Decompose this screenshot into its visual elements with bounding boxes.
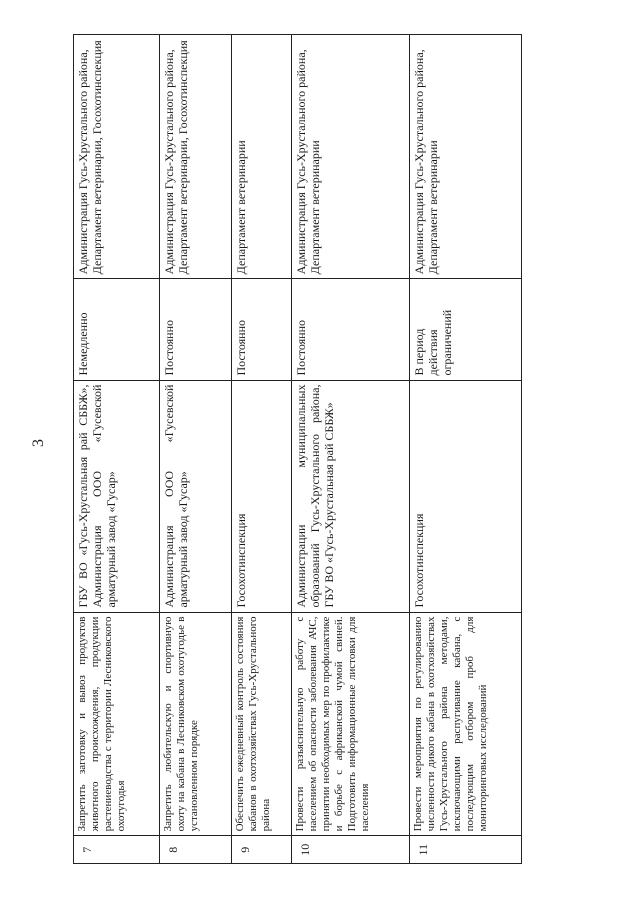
table-row xyxy=(410,35,522,864)
row-number: 9 xyxy=(232,836,292,864)
term-cell: Немедленно xyxy=(74,279,160,380)
row-number: 8 xyxy=(160,836,232,864)
responsible-cell: Администрация Гусь-Хрустального района, Департамент ветеринарии, Госохотинспекция xyxy=(160,35,232,279)
responsible-cell: Администрация Гусь-Хрустального района, Департамент ветеринарии xyxy=(410,35,522,279)
term-cell: В период действия ограничений xyxy=(410,279,522,380)
responsible-cell: Администрация Гусь-Хрустального района, Департамент ветеринарии, Госохотинспекция xyxy=(74,35,160,279)
executor-cell: Госохотинспекция xyxy=(410,380,522,612)
measures-table xyxy=(73,34,522,864)
executor-cell: Госохотинспекция xyxy=(232,380,292,612)
executor-cell: Администрации муниципальных образований Гусь-Хрустального района, ГБУ ВО «Гусь-Хрустальная рай СББЖ» xyxy=(292,380,410,612)
responsible-cell: Администрация Гусь-Хрустального района, Департамент ветеринарии xyxy=(292,35,410,279)
action-cell: Обеспечить ежедневный контроль состояния кабанов в охотхозяйствах Гусь-Хрустального района xyxy=(232,612,292,836)
action-cell: Запретить заготовку и вывоз продуктов животного происхождения, продукции растениеводства с территории Лесниковского охотугодья xyxy=(74,612,160,836)
table-row xyxy=(232,35,292,864)
page-number: 3 xyxy=(30,439,47,447)
responsible-cell: Департамент ветеринарии xyxy=(232,35,292,279)
executor-cell: ГБУ ВО «Гусь-Хрустальная рай СББЖ», Администрация ООО «Гусевской арматурный завод «Гусар» xyxy=(74,380,160,612)
term-cell: Постоянно xyxy=(232,279,292,380)
action-cell: Запретить любительскую и спортивную охоту на кабана в Лесниковском охотугодье в установленном порядке xyxy=(160,612,232,836)
table-row xyxy=(74,35,160,864)
row-number: 7 xyxy=(74,836,160,864)
executor-cell: Администрация ООО «Гусевской арматурный завод «Гусар» xyxy=(160,380,232,612)
table-row xyxy=(292,35,410,864)
action-cell: Провести мероприятия по регулированию численности дикого кабана в охотхозяйствах Гусь-Хрустального района методами, исключающими распугивание кабана, с последующим отбором проб для мониторинговых исследований xyxy=(410,612,522,836)
row-number: 11 xyxy=(410,836,522,864)
row-number: 10 xyxy=(292,836,410,864)
table-row xyxy=(160,35,232,864)
term-cell: Постоянно xyxy=(160,279,232,380)
term-cell: Постоянно xyxy=(292,279,410,380)
rotated-table-wrapper xyxy=(73,34,521,864)
action-cell: Провести разъяснительную работу с населением об опасности заболевания АЧС, принятии необходимых мер по профилактике и борьбе с африканской чумой свиней. Подготовить информационные листовки для населения xyxy=(292,612,410,836)
